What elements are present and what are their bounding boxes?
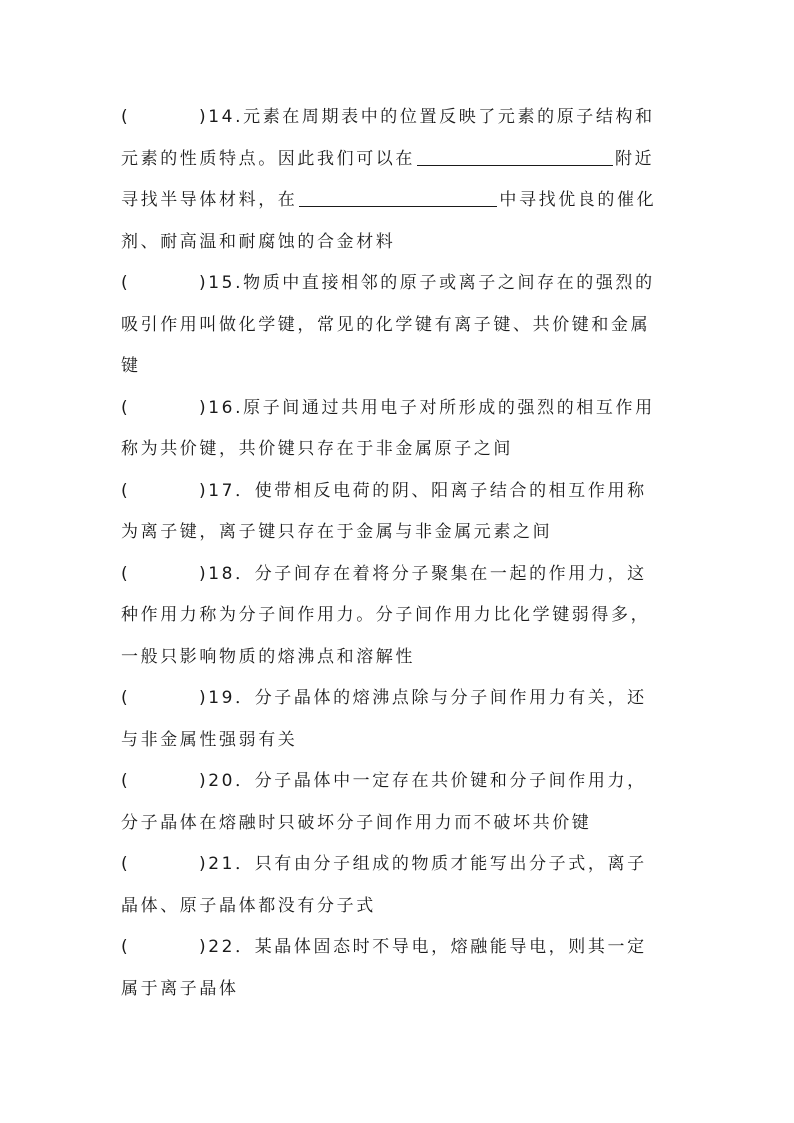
- question-14-line-3: [121, 185, 681, 227]
- question-21-line-1: ( )21．只有由分子组成的物质才能写出分子式，离子: [121, 849, 681, 891]
- question-17-line-1: ( )17．使带相反电荷的阴、阳离子结合的相互作用称: [121, 476, 681, 518]
- question-text: 为离子键，离子键只存在于金属与非金属元素之间: [121, 522, 553, 542]
- fill-in-blank[interactable]: [299, 188, 497, 207]
- answer-paren-open: (: [121, 854, 128, 874]
- question-number: 17: [208, 480, 236, 501]
- question-text: 中寻找优良的催化: [499, 190, 657, 210]
- question-15-line-3: [121, 351, 681, 393]
- question-18-line-2: [121, 600, 681, 642]
- answer-paren-open: (: [121, 107, 128, 127]
- question-14-line-4: [121, 227, 681, 269]
- question-text: 一般只影响物质的熔沸点和溶解性: [121, 646, 415, 667]
- answer-paren-open: (: [121, 937, 128, 957]
- question-text: 寻找半导体材料，在: [121, 190, 298, 210]
- question-text: 分子间存在着将分子聚集在一起的作用力，这: [254, 563, 647, 584]
- question-text: 原子间通过共用电子对所形成的强烈的相互作用: [243, 397, 655, 418]
- question-14-line-1: ( )14.元素在周期表中的位置反映了元素的原子结构和: [121, 102, 681, 144]
- question-number: 22: [208, 937, 236, 957]
- answer-paren-close: ): [199, 107, 209, 127]
- question-18-line-1: ( )18．分子间存在着将分子聚集在一起的作用力，这: [121, 559, 681, 601]
- question-19-line-1: ( )19．分子晶体的熔沸点除与分子间作用力有关，还: [121, 683, 681, 725]
- question-text: 附近: [615, 148, 655, 169]
- answer-paren-close: ): [199, 480, 209, 501]
- question-15-line-1: ( )15.物质中直接相邻的原子或离子之间存在的强烈的: [121, 268, 681, 310]
- answer-paren-close: ): [199, 688, 209, 708]
- question-text: 某晶体固态时不导电，熔融能导电，则其一定: [254, 937, 647, 957]
- document-page: [121, 102, 681, 1015]
- question-text: 称为共价键，共价键只存在于非金属原子之间: [121, 439, 513, 459]
- question-text: 分子晶体中一定存在共价键和分子间作用力，: [254, 771, 647, 791]
- question-text: 元素在周期表中的位置反映了元素的原子结构和: [243, 107, 655, 127]
- question-text: 使带相反电荷的阴、阳离子结合的相互作用称: [254, 480, 647, 501]
- question-number: 15: [208, 273, 236, 293]
- question-text: 分子晶体在熔融时只破坏分子间作用力而不破坏共价键: [121, 812, 592, 833]
- question-22-line-2: [121, 974, 681, 1016]
- question-text: 属于离子晶体: [121, 978, 239, 999]
- question-text: 与非金属性强弱有关: [121, 729, 298, 750]
- answer-paren-close: ): [199, 771, 209, 791]
- question-17-line-2: [121, 517, 681, 559]
- question-20-line-1: ( )20．分子晶体中一定存在共价键和分子间作用力，: [121, 766, 681, 808]
- question-text: 剂、耐高温和耐腐蚀的合金材料: [121, 231, 396, 252]
- question-text: 键: [121, 356, 141, 376]
- question-text: 物质中直接相邻的原子或离子之间存在的强烈的: [243, 273, 655, 293]
- question-21-line-2: [121, 891, 681, 933]
- question-number: 19: [208, 688, 236, 708]
- question-20-line-2: [121, 808, 681, 850]
- question-text: 吸引作用叫做化学键，常见的化学键有离子键、共价键和金属: [121, 314, 651, 335]
- answer-paren-close: ): [199, 937, 209, 957]
- question-16-line-2: [121, 434, 681, 476]
- question-text: 种作用力称为分子间作用力。分子间作用力比化学键弱得多，: [121, 605, 651, 625]
- answer-paren-close: ): [199, 273, 209, 293]
- question-16-line-1: ( )16.原子间通过共用电子对所形成的强烈的相互作用: [121, 393, 681, 435]
- question-15-line-2: [121, 310, 681, 352]
- answer-paren-open: (: [121, 273, 128, 293]
- answer-paren-open: (: [121, 563, 128, 584]
- answer-paren-close: ): [199, 397, 209, 418]
- question-number: 16: [208, 397, 236, 418]
- answer-paren-close: ): [199, 854, 209, 874]
- question-text: 晶体、原子晶体都没有分子式: [121, 895, 376, 916]
- answer-paren-close: ): [199, 563, 209, 584]
- fill-in-blank[interactable]: [417, 147, 613, 166]
- question-18-line-3: [121, 642, 681, 684]
- answer-paren-open: (: [121, 771, 128, 791]
- question-number: 21: [208, 854, 236, 874]
- answer-paren-open: (: [121, 397, 128, 418]
- question-number: 18: [208, 563, 236, 584]
- answer-paren-open: (: [121, 688, 128, 708]
- answer-paren-open: (: [121, 480, 128, 501]
- question-14-line-2: [121, 144, 681, 186]
- question-text: 分子晶体的熔沸点除与分子间作用力有关，还: [254, 688, 647, 708]
- question-19-line-2: [121, 725, 681, 767]
- question-number: 20: [208, 771, 236, 791]
- question-number: 14: [208, 107, 236, 127]
- question-22-line-1: ( )22．某晶体固态时不导电，熔融能导电，则其一定: [121, 932, 681, 974]
- question-text: 只有由分子组成的物质才能写出分子式，离子: [254, 854, 647, 874]
- question-text: 元素的性质特点。因此我们可以在: [121, 148, 415, 169]
